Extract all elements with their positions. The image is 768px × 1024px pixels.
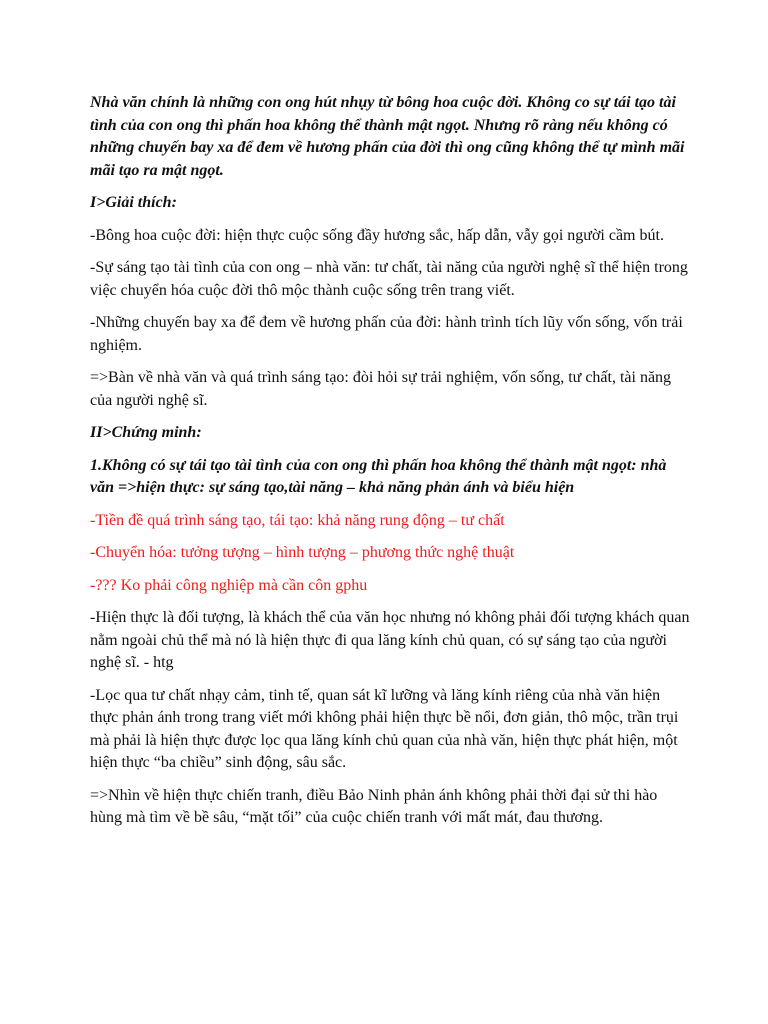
document-page — [90, 92, 690, 840]
section-heading-giai-thich: I>Giải thích: — [90, 194, 177, 211]
paragraph-bong-hoa: -Bông hoa cuộc đời: hiện thực cuộc sống đầy hương sắc, hấp dẫn, vẫy gọi người cầm bút. — [90, 226, 664, 244]
red-note-question: -??? Ko phải công nghiệp mà cần côn gphu — [90, 576, 368, 594]
red-note-tien-de: -Tiền đề quá trình sáng tạo, tái tạo: khả năng rung động – tư chất — [90, 511, 505, 529]
paragraph-su-sang-tao: -Sự sáng tạo tài tình của con ong – nhà văn: tư chất, tài năng của người nghệ sĩ thể hiện trong việc chuyển hóa cuộc đời thô mộc thành cuộc sống trên trang viết. — [90, 259, 688, 299]
paragraph-ban-ve-nha-van: =>Bàn về nhà văn và quá trình sáng tạo: đòi hỏi sự trải nghiệm, vốn sống, tư chất, tài năng của người nghệ sĩ. — [90, 369, 672, 409]
paragraph-hien-thuc-doi-tuong: -Hiện thực là đối tượng, là khách thể của văn học nhưng nó không phải đối tượng khách quan nằm ngoài chủ thể mà nó là hiện thực đi qua lăng kính chủ quan, có sự sáng tạo của người nghệ sĩ. - htg — [90, 609, 690, 671]
paragraph-nhin-ve-chien-tranh: =>Nhìn về hiện thực chiến tranh, điều Bảo Ninh phản ánh không phải thời đại sử thi hào hùng mà tìm về bề sâu, “mặt tối” của cuộc chiến tranh với mất mát, đau thương. — [90, 786, 658, 826]
intro-paragraph: Nhà văn chính là những con ong hút nhụy từ bông hoa cuộc đời. Không co sự tái tạo tài tình của con ong thì phấn hoa không thể thành mật ngọt. Nhưng rõ ràng nếu không có những chuyến bay xa để đem về hương phấn của đời thì ong cũng không thể tự mình mãi mãi tạo ra mật ngọt. — [90, 94, 685, 179]
paragraph-loc-qua-tu-chat: -Lọc qua tư chất nhạy cảm, tinh tế, quan sát kĩ lưỡng và lăng kính riêng của nhà văn hiện thực phản ánh trong trang viết mới không phải hiện thực bề nổi, đơn giản, thô mộc, trần trụi mà phải là hiện thực được lọc qua lăng kính chủ quan của nhà văn, hiện thực phát hiện, một hiện thực “ba chiều” sinh động, sâu sắc. — [90, 686, 679, 771]
paragraph-chuyen-bay: -Những chuyến bay xa để đem về hương phấn của đời: hành trình tích lũy vốn sống, vốn trải nghiệm. — [90, 314, 683, 354]
subsection-heading-1: 1.Không có sự tái tạo tài tình của con ong thì phấn hoa không thể thành mật ngọt: nhà văn =>hiện thực: sự sáng tạo,tài năng – khả năng phản ánh và biểu hiện — [90, 456, 667, 496]
red-note-chuyen-hoa: -Chuyển hóa: tưởng tượng – hình tượng – phương thức nghệ thuật — [90, 544, 515, 561]
section-heading-chung-minh: II>Chứng minh: — [90, 424, 202, 441]
